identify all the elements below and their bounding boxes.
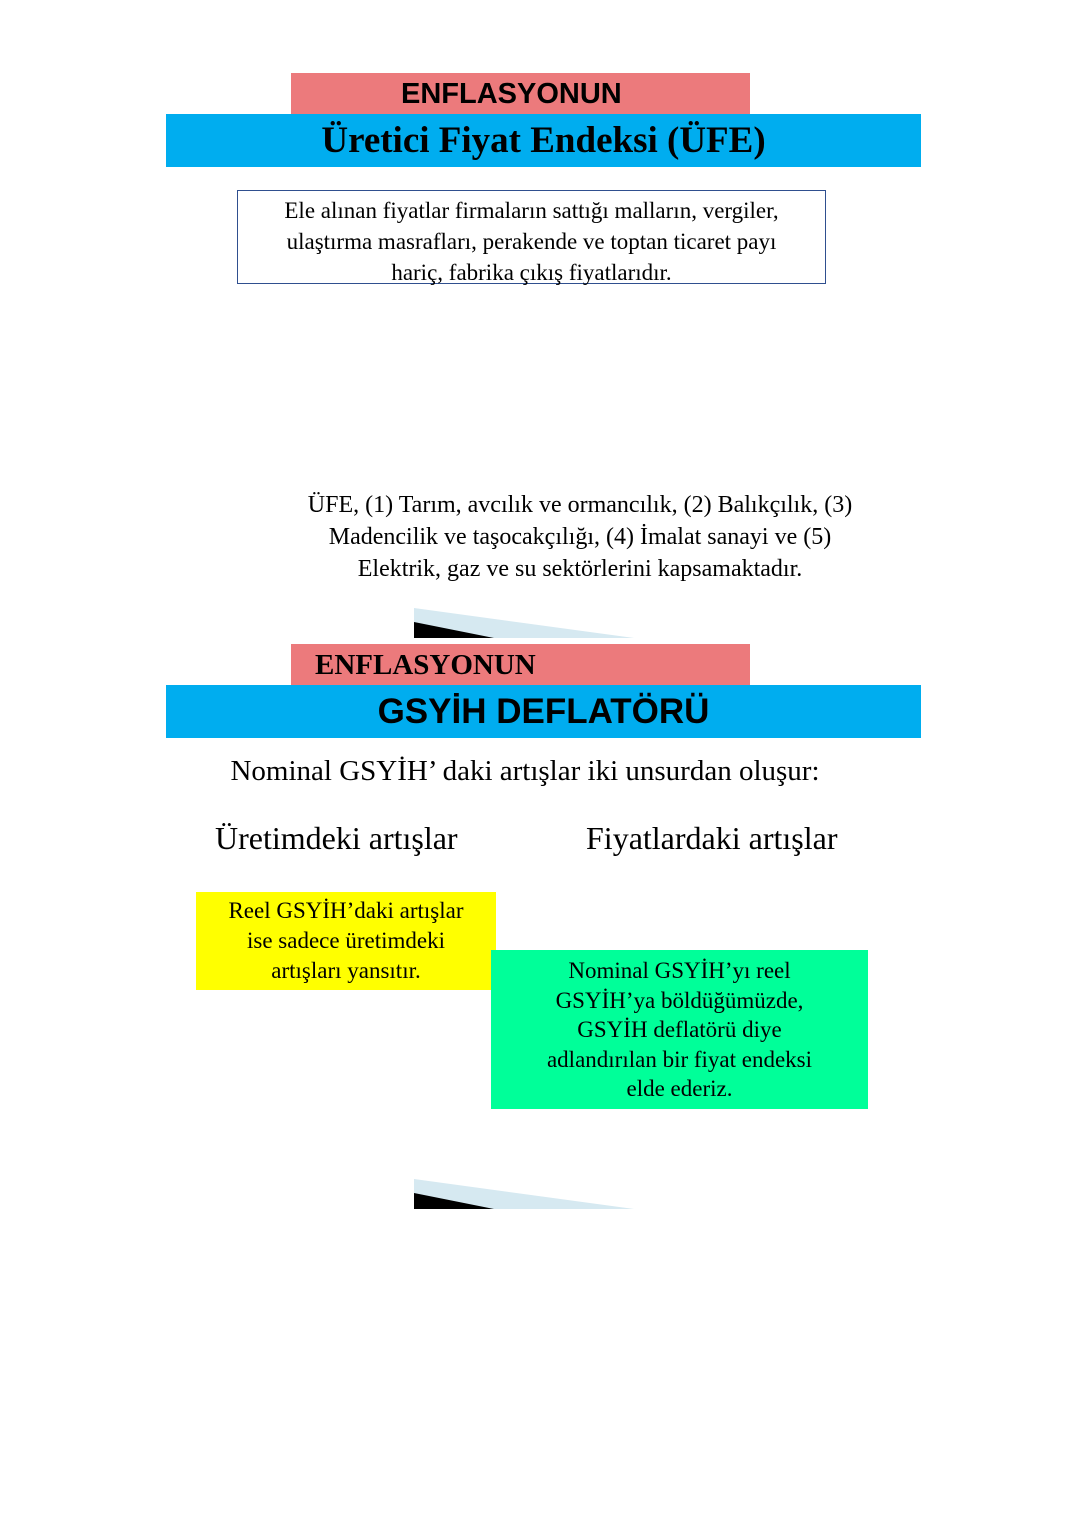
green-note-line: Nominal GSYİH’yı reel: [568, 958, 791, 983]
left-column-label: Üretimdeki artışlar: [215, 820, 458, 856]
yellow-note-box: [196, 892, 496, 990]
right-column-label: Fiyatlardaki artışlar: [586, 820, 838, 856]
section-banner-1: [291, 73, 750, 117]
green-note-line: elde ederiz.: [626, 1076, 733, 1101]
definition-line: ulaştırma masrafları, perakende ve toptan ticaret payı: [286, 229, 777, 254]
definition-box: [237, 190, 826, 284]
slide-title-gsyih: [166, 685, 921, 738]
green-note-line: GSYİH deflatörü diye: [577, 1017, 782, 1042]
yellow-note-line: ise sadece üretimdeki: [247, 928, 445, 953]
yellow-note-line: artışları yansıtır.: [271, 958, 421, 983]
green-note-line: GSYİH’ya böldüğümüzde,: [555, 987, 804, 1013]
slide-title-gsyih-text: GSYİH DEFLATÖRÜ: [377, 691, 710, 731]
slide-title-ufe: [166, 114, 921, 167]
definition-line: Ele alınan fiyatlar firmaların sattığı malların, vergiler,: [284, 198, 779, 223]
section-banner-text-2: ENFLASYONUN: [315, 649, 536, 681]
decorative-wedge-2: [414, 1179, 634, 1209]
scope-text: [280, 489, 880, 585]
section-banner-text-1: ENFLASYONUN: [401, 78, 622, 110]
scope-line: Elektrik, gaz ve su sektörlerini kapsamaktadır.: [357, 556, 803, 582]
scope-line: Madencilik ve taşocakçılığı, (4) İmalat sanayi ve (5): [328, 524, 832, 550]
intro-text: Nominal GSYİH’ daki artışlar iki unsurdan oluşur:: [230, 755, 820, 787]
decorative-wedge-1: [414, 608, 634, 638]
slide-title-ufe-text: Üretici Fiyat Endeksi (ÜFE): [321, 120, 766, 161]
green-note-line: adlandırılan bir fiyat endeksi: [546, 1046, 813, 1072]
section-banner-2: [291, 644, 750, 688]
definition-line: hariç, fabrika çıkış fiyatlarıdır.: [391, 260, 672, 285]
scope-line: ÜFE, (1) Tarım, avcılık ve ormancılık, (2) Balıkçılık, (3): [307, 492, 853, 518]
yellow-note-line: Reel GSYİH’daki artışlar: [228, 898, 464, 923]
green-note-box: [491, 950, 868, 1109]
